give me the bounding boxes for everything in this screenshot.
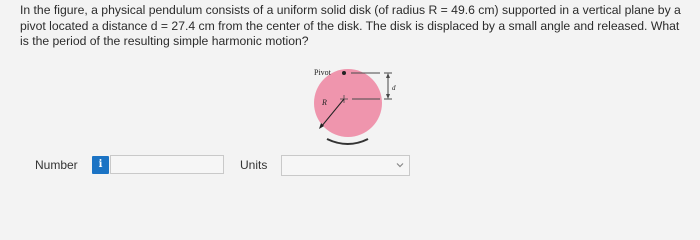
radius-label: R [322, 98, 327, 107]
number-label: Number [35, 158, 78, 172]
pivot-label: Pivot [314, 68, 331, 77]
info-icon[interactable]: i [92, 156, 109, 174]
swing-arc [327, 139, 368, 144]
number-input[interactable] [110, 155, 224, 174]
pivot-dot [342, 71, 346, 75]
units-select[interactable] [281, 155, 410, 176]
chevron-down-icon [396, 160, 404, 170]
pendulum-figure [300, 57, 415, 147]
distance-label: d [392, 84, 396, 92]
question-text: In the figure, a physical pendulum consists of a uniform solid disk (of radius R = 49.6 cm) supported in a vertical plane by a pivot located a distance d = 27.4 cm from the center of the disk. The disk is displaced by a small angle and released. What is the period of the resulting simple harmonic motion? [20, 3, 681, 48]
units-label: Units [240, 158, 268, 172]
